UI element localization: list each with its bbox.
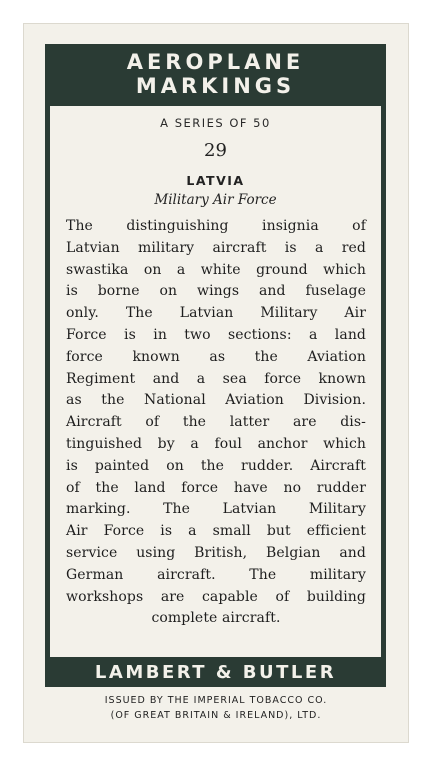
text-panel xyxy=(50,106,381,657)
description-line: is borne on wings and fuselage xyxy=(66,283,366,300)
description-line: complete aircraft. xyxy=(151,610,281,627)
description-line: only. The Latvian Military Air xyxy=(66,305,366,322)
description-line: service using British, Belgian and xyxy=(66,544,366,561)
issuer-text xyxy=(24,693,408,723)
description-line: Latvian military aircraft is a red xyxy=(66,239,366,256)
description-line: The distinguishing insignia of xyxy=(66,218,366,234)
description-line: Regiment and a sea force known xyxy=(66,370,366,387)
card-number: 29 xyxy=(204,140,227,161)
series-label: A SERIES OF 50 xyxy=(160,116,271,130)
card-header xyxy=(45,44,386,104)
card-frame xyxy=(45,44,386,687)
cigarette-card xyxy=(24,24,408,742)
card-subtitle: Military Air Force xyxy=(154,192,277,208)
brand-name: LAMBERT & BUTLER xyxy=(94,661,337,683)
issuer-line: ISSUED BY THE IMPERIAL TOBACCO CO. xyxy=(104,695,328,706)
description-line: Force is in two sections: a land xyxy=(66,326,366,343)
description-line: force known as the Aviation xyxy=(66,348,366,365)
issuer-line: (OF GREAT BRITAIN & IRELAND), LTD. xyxy=(110,710,322,721)
description-line: marking. The Latvian Military xyxy=(66,501,366,518)
country-name: LATVIA xyxy=(186,173,245,188)
description-line: of the land force have no rudder xyxy=(66,479,366,496)
header-title-line-2: MARKINGS xyxy=(135,74,296,98)
description-line: workshops are capable of building xyxy=(66,588,366,605)
description-line: as the National Aviation Division. xyxy=(66,392,366,409)
header-title-line-1: AEROPLANE xyxy=(126,50,305,74)
description-line: Aircraft of the latter are dis- xyxy=(66,414,366,431)
description-line: Air Force is a small but efficient xyxy=(66,523,366,540)
description-line: swastika on a white ground which xyxy=(66,261,366,278)
description-line: is painted on the rudder. Aircraft xyxy=(66,457,366,474)
description-line: tinguished by a foul anchor which xyxy=(66,435,366,452)
description-line: German aircraft. The military xyxy=(66,566,366,583)
description-text xyxy=(66,216,366,630)
